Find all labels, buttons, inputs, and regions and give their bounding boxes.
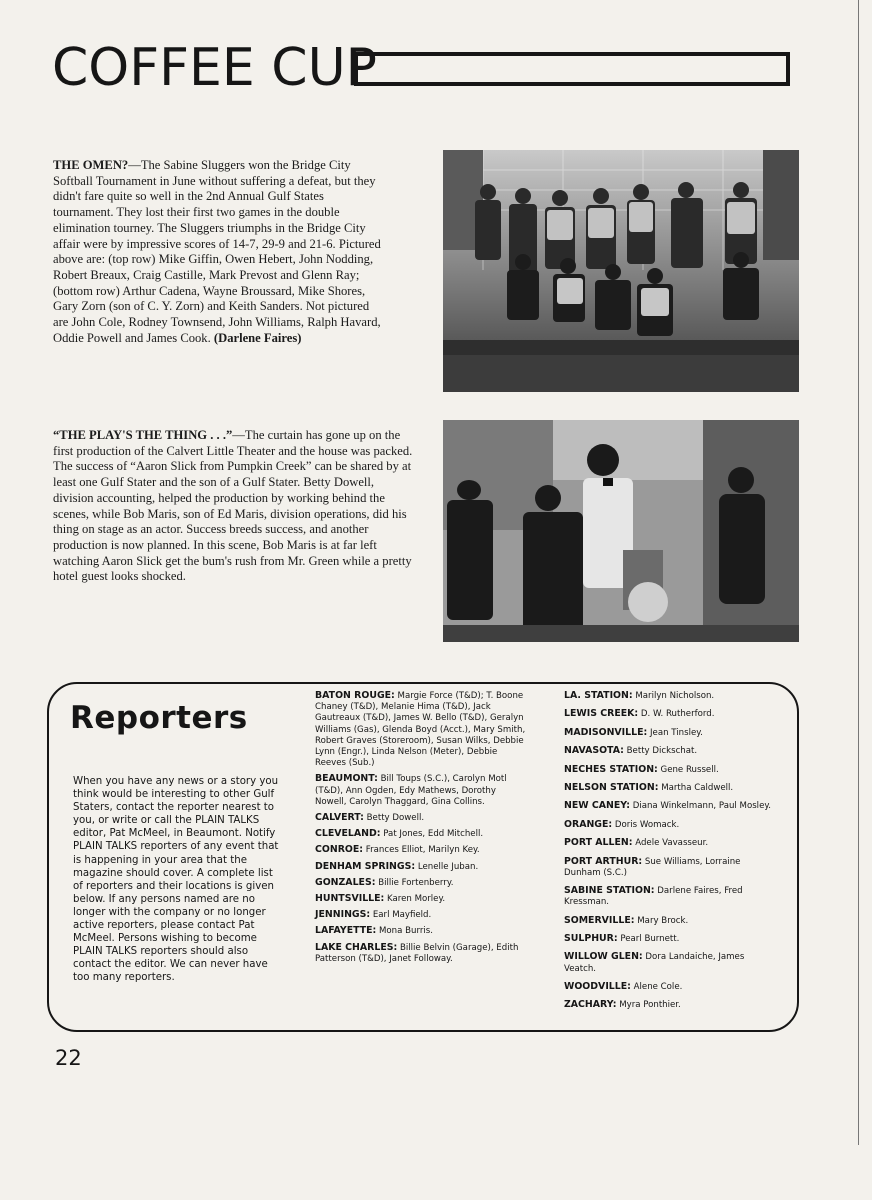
- theater-story-text: —The curtain has gone up on the first production of the Calvert Little Theater and the house was packed. The success of “Aaron Slick from Pumpkin Creek” can be shared by at least one Gulf Stater and the son of a Gulf Stater. Betty Dowell, division accounting, helped the production by working behind the scenes, while Bob Maris, son of Ed Maris, division operations, did his thing on stage as an actor. Success breeds success, and another production is now planned. In this scene, Bob Maris is at far left watching Aaron Slick get the bum's rush from Mr. Green while a pretty hotel guest looks shocked.: [53, 428, 413, 584]
- reporter-entry: HUNTSVILLE: Karen Morley.: [315, 893, 446, 905]
- reporter-entry: JENNINGS: Earl Mayfield.: [315, 909, 432, 921]
- reporter-entry: CONROE: Frances Elliot, Marilyn Key.: [315, 844, 480, 856]
- reporter-entry: PORT ALLEN: Adele Vavasseur.: [564, 837, 709, 849]
- reporter-entry: SOMERVILLE: Mary Brock.: [564, 914, 689, 926]
- reporter-entry: NECHES STATION: Gene Russell.: [564, 763, 719, 775]
- reporter-entry: NAVASOTA: Betty Dickschat.: [564, 745, 698, 757]
- reporter-entry: LAFAYETTE: Mona Burris.: [315, 925, 433, 937]
- reporter-entry: CLEVELAND: Pat Jones, Edd Mitchell.: [315, 828, 484, 840]
- theater-scene-photo: [443, 420, 799, 642]
- reporter-entry: ORANGE: Doris Womack.: [564, 818, 680, 830]
- reporters-intro: When you have any news or a story you think would be interesting to other Gulf Staters, contact the reporter nearest to you, or write or call the PLAIN TALKS editor, Pat McMeel, in Beaumont. Notify PLAIN TALKS reporters of any event that is happening in your area that the magazine should cover. A complete list of reporters and their locations is given below. If any persons named are no longer with the company or no longer active reporters, please contact Pat McMeel. Persons wishing to become PLAIN TALKS reporters should also contact the editor. We can never have too many reporters.: [73, 776, 279, 984]
- reporter-entry: BATON ROUGE: Margie Force (T&D); T. Boone Chaney (T&D), Melanie Hima (T&D), Jack Gautreaux (T&D), James W. Bello (T&D), Geralyn Williams (Gas), Glenda Boyd (Acct.), Mary Smith, Robert Graves (Storeroom), Susan Wilks, Debbie Lynn (Engr.), Linda Nelson (Meter), Debbie Reeves (Sub.): [315, 690, 526, 769]
- reporter-entry: DENHAM SPRINGS: Lenelle Juban.: [315, 860, 479, 872]
- page-edge-rule: [858, 0, 859, 1145]
- reporter-entry: PORT ARTHUR: Sue Williams, Lorraine Dunham (S.C.): [564, 855, 741, 878]
- reporters-heading: Reporters: [70, 700, 248, 736]
- softball-team-photo: [443, 150, 799, 392]
- page-number: 22: [55, 1046, 82, 1070]
- reporters-column-2: [564, 690, 779, 1018]
- softball-story: [53, 158, 385, 346]
- header-rule-box: [354, 52, 790, 86]
- theater-story-lead: “THE PLAY'S THE THING . . .”: [53, 428, 233, 442]
- reporter-entry: WOODVILLE: Alene Cole.: [564, 981, 683, 993]
- section-title: COFFEE CUP: [52, 38, 378, 98]
- softball-story-lead: THE OMEN?: [53, 158, 129, 172]
- reporter-entry: SABINE STATION: Darlene Faires, Fred Kressman.: [564, 885, 743, 908]
- softball-story-text: —The Sabine Sluggers won the Bridge City Softball Tournament in June without suffering a defeat, but they didn't fare quite so well in the 2nd Annual Gulf States tournament. They lost their first two games in the double elimination tourney. The Sluggers triumphs in the Bridge City affair were by impressive scores of 14-7, 29-9 and 21-6. Pictured above are: (top row) Mike Giffin, Owen Hebert, John Nodding, Robert Breaux, Craig Castille, Mark Prevost and Glenn Ray; (bottom row) Arthur Cadena, Wayne Broussard, Mike Shores, Gary Zorn (son of C. Y. Zorn) and Keith Sanders. Not pictured are John Cole, Rodney Townsend, John Williams, Ralph Havard, Oddie Powell and James Cook.: [53, 158, 381, 345]
- reporter-entry: ZACHARY: Myra Ponthier.: [564, 999, 681, 1011]
- reporter-entry: CALVERT: Betty Dowell.: [315, 812, 425, 824]
- theater-story: [53, 428, 413, 585]
- reporter-entry: NELSON STATION: Martha Caldwell.: [564, 781, 734, 793]
- reporter-entry: LA. STATION: Marilyn Nicholson.: [564, 690, 715, 701]
- photo-credit: (Darlene Faires): [213, 330, 302, 345]
- reporter-entry: GONZALES: Billie Fortenberry.: [315, 876, 454, 888]
- reporter-entry: WILLOW GLEN: Dora Landaiche, James Veatch.: [564, 951, 745, 974]
- reporters-column-1: [315, 690, 528, 969]
- reporter-entry: NEW CANEY: Diana Winkelmann, Paul Mosley.: [564, 800, 771, 812]
- reporter-entry: SULPHUR: Pearl Burnett.: [564, 933, 680, 945]
- reporter-entry: MADISONVILLE: Jean Tinsley.: [564, 726, 703, 738]
- page-header: [52, 38, 800, 98]
- reporter-entry: BEAUMONT: Bill Toups (S.C.), Carolyn Motl (T&D), Ann Ogden, Edy Mathews, Dorothy Nowell, Carolyn Thaggard, Gina Collins.: [315, 773, 507, 807]
- reporter-entry: LAKE CHARLES: Billie Belvin (Garage), Edith Patterson (T&D), Janet Followay.: [315, 941, 519, 964]
- reporter-entry: LEWIS CREEK: D. W. Rutherford.: [564, 708, 715, 720]
